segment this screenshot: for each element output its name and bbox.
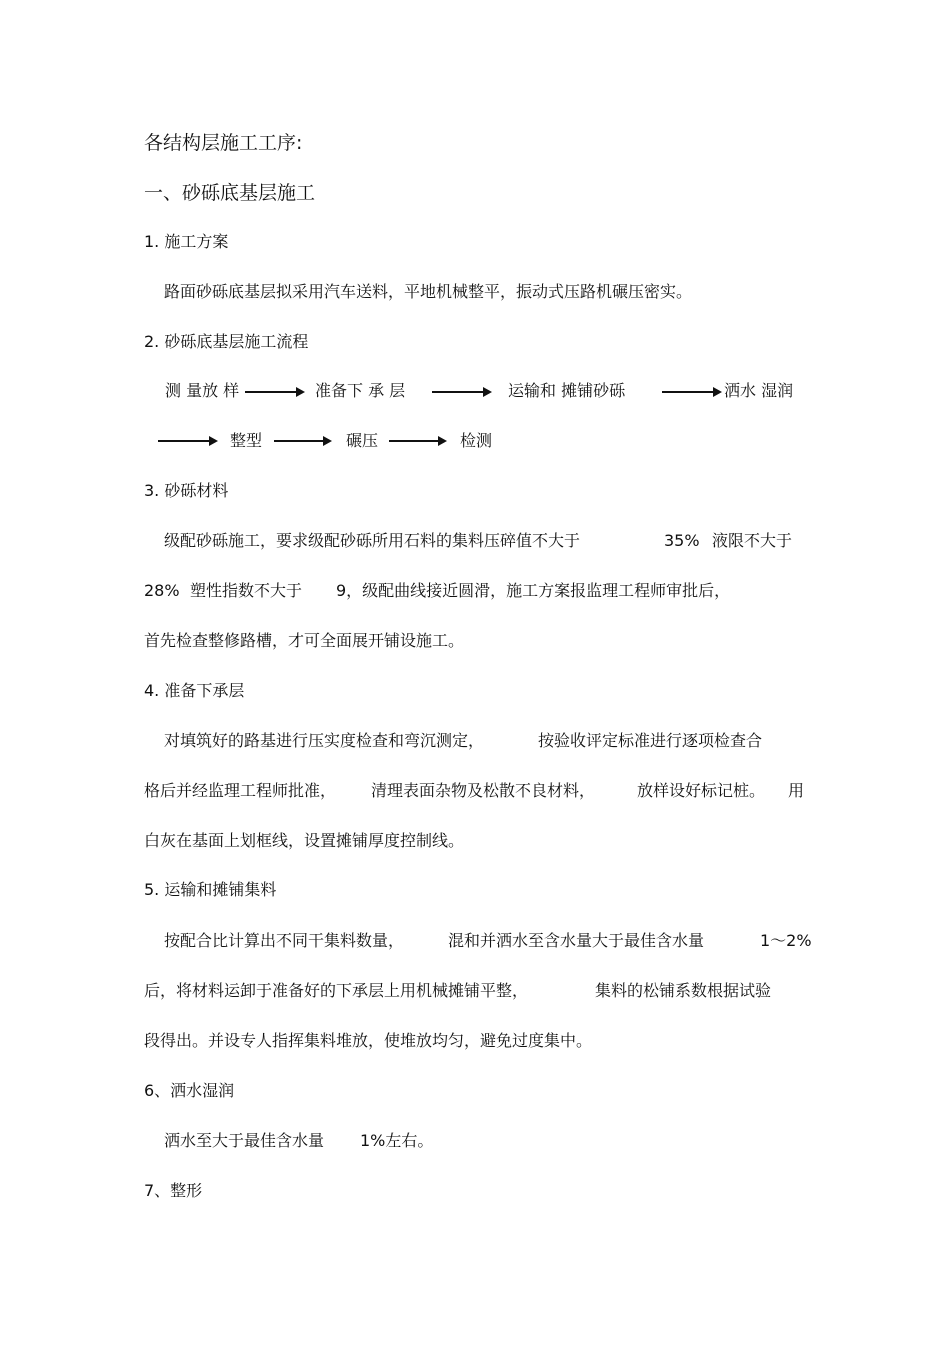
text-run: 后，将材料运卸于准备好的下承层上用机械摊铺平整，: [144, 981, 529, 1000]
arrow-icon: [158, 440, 210, 442]
text-run: 35%: [664, 531, 700, 550]
flow-step: 测 量放 样: [165, 381, 240, 400]
subsection-heading-2: 2. 砂砾底基层施工流程: [144, 332, 309, 351]
text-run: 混和并洒水至含水量大于最佳含水量: [448, 931, 705, 950]
text-run: 洒水至大于最佳含水量: [164, 1131, 325, 1150]
arrow-icon: [245, 391, 297, 393]
arrow-icon: [274, 440, 324, 442]
subsection-heading-4: 4. 准备下承层: [144, 681, 245, 700]
text-run: 9，级配曲线接近圆滑，施工方案报监理工程师审批后，: [336, 581, 731, 600]
text-run: 28%: [144, 581, 180, 600]
arrow-icon: [432, 391, 484, 393]
text-run: 集料的松铺系数根据试验: [595, 981, 772, 1000]
text-run: 清理表面杂物及松散不良材料，: [371, 781, 596, 800]
document-title: 各结构层施工工序:: [144, 132, 303, 154]
text-run: 用: [788, 781, 805, 800]
text-run: 对填筑好的路基进行压实度检查和弯沉测定，: [164, 731, 485, 750]
text-run: 按验收评定标准进行逐项检查合: [538, 731, 763, 750]
flow-step: 整型: [230, 431, 263, 450]
flow-step: 准备下 承 层: [315, 381, 406, 400]
text-run: 放样设好标记桩。: [637, 781, 766, 800]
text-run: 塑性指数不大于: [190, 581, 303, 600]
flow-step: 运输和 摊铺砂砾: [508, 381, 626, 400]
arrow-icon: [389, 440, 439, 442]
subsection-heading-7: 7、整形: [144, 1181, 203, 1200]
subsection-heading-6: 6、洒水湿润: [144, 1081, 235, 1100]
text-run: 1%左右。: [360, 1131, 434, 1150]
text-run: 1～2%: [760, 931, 812, 950]
text-run: 白灰在基面上划框线，设置摊铺厚度控制线。: [144, 831, 465, 850]
arrow-icon: [662, 391, 714, 393]
text-run: 级配砂砾施工，要求级配砂砾所用石料的集料压碎值不大于: [164, 531, 581, 550]
flow-step: 碾压: [346, 431, 379, 450]
flow-step: 检测: [460, 431, 493, 450]
text-run: 首先检查整修路槽，才可全面展开铺设施工。: [144, 631, 465, 650]
text-run: 按配合比计算出不同干集料数量，: [164, 931, 405, 950]
paragraph: 路面砂砾底基层拟采用汽车送料，平地机械整平，振动式压路机碾压密实。: [164, 282, 693, 301]
subsection-heading-1: 1. 施工方案: [144, 232, 229, 251]
subsection-heading-5: 5. 运输和摊铺集料: [144, 880, 277, 899]
subsection-heading-3: 3. 砂砾材料: [144, 481, 229, 500]
flow-step: 洒水 湿润: [724, 381, 794, 400]
text-run: 液限不大于: [712, 531, 793, 550]
text-run: 格后并经监理工程师批准，: [144, 781, 337, 800]
section-heading-1: 一、砂砾底基层施工: [144, 182, 316, 204]
text-run: 段得出。并设专人指挥集料堆放，使堆放均匀，避免过度集中。: [144, 1031, 593, 1050]
